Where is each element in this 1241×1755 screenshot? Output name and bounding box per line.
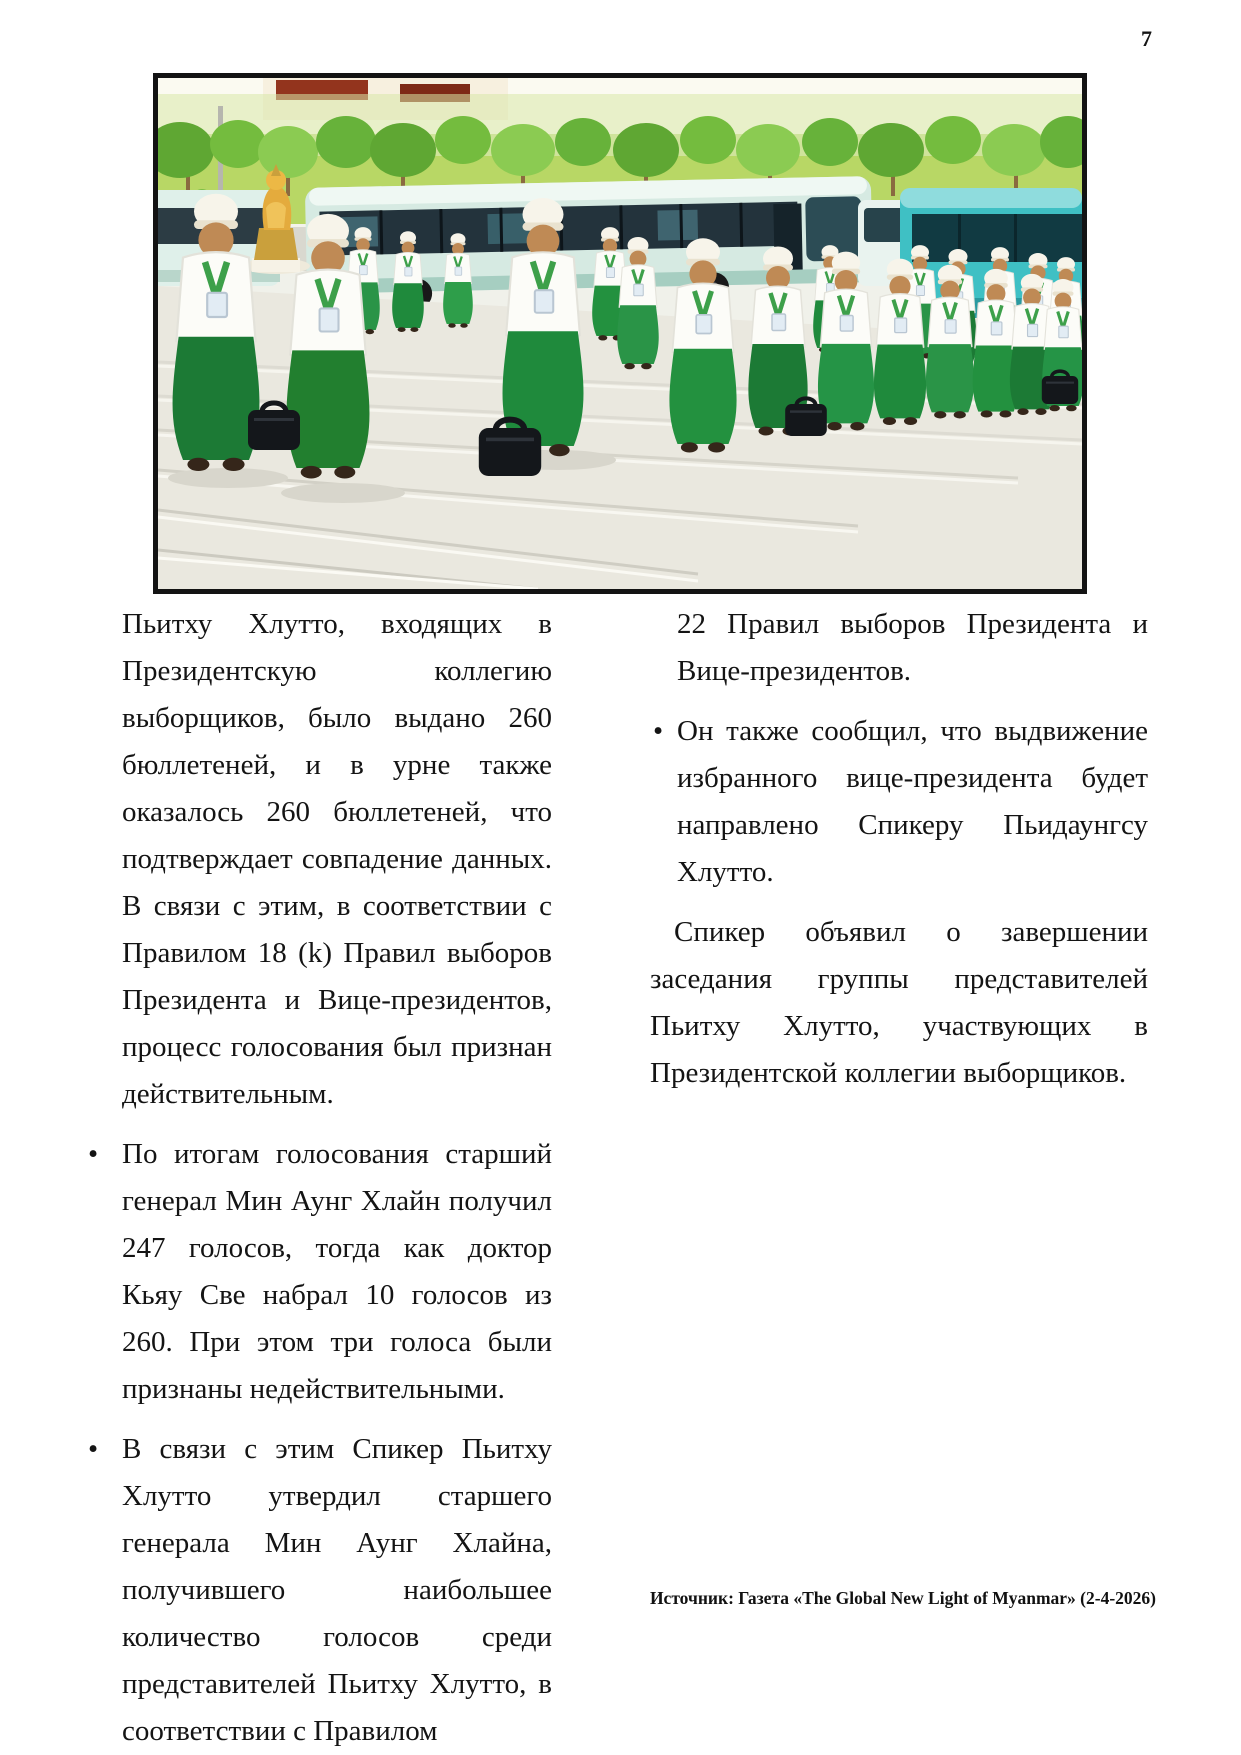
bullet-icon: • — [88, 1138, 99, 1170]
right-column — [650, 601, 1148, 1110]
page-number: 7 — [1141, 26, 1152, 51]
photo-illustration — [158, 78, 1082, 589]
source-line: Источник: Газета «The Global New Light of Myanmar» (2-4-2026) — [649, 1588, 1156, 1608]
list-item-text: В связи с этим Спикер Пьитху Хлутто утвердил старшего генерала Мин Аунг Хлайна, получившего наибольшее количество голосов среди представителей Пьитху Хлутто, в соответствии с Правилом — [122, 1433, 552, 1747]
bullet-icon: • — [653, 715, 664, 747]
list-item-text: По итогам голосования старший генерал Мин Аунг Хлайн получил 247 голосов, тогда как доктор Кьяу Све набрал 10 голосов из 260. При этом три голоса были признаны недействительными. — [122, 1138, 552, 1405]
closing-paragraph: Спикер объявил о завершении заседания группы представителей Пьитху Хлутто, участвующих в Президентской коллегии выборщиков. — [650, 916, 1148, 1089]
bullet-icon: • — [88, 1433, 99, 1465]
paragraph-continuation: Пьитху Хлутто, входящих в Президентскую коллегию выборщиков, было выдано 260 бюллетеней, и в урне также оказалось 260 бюллетеней, что подтверждает совпадение данных. В связи с этим, в соответствии с Правилом 18 (k) Правил выборов Президента и Вице-президентов, процесс голосования был признан действительным. — [122, 608, 552, 1110]
news-photo — [153, 73, 1087, 594]
left-column — [85, 601, 552, 1755]
list-item — [650, 708, 1148, 896]
list-item — [85, 1426, 552, 1755]
list-item — [85, 1131, 552, 1413]
paragraph-continuation: 22 Правил выборов Президента и Вице-президентов. — [677, 608, 1148, 687]
list-item-text: Он также сообщил, что выдвижение избранного вице-президента будет направлено Спикеру Пьидаунгсу Хлутто. — [677, 715, 1148, 888]
